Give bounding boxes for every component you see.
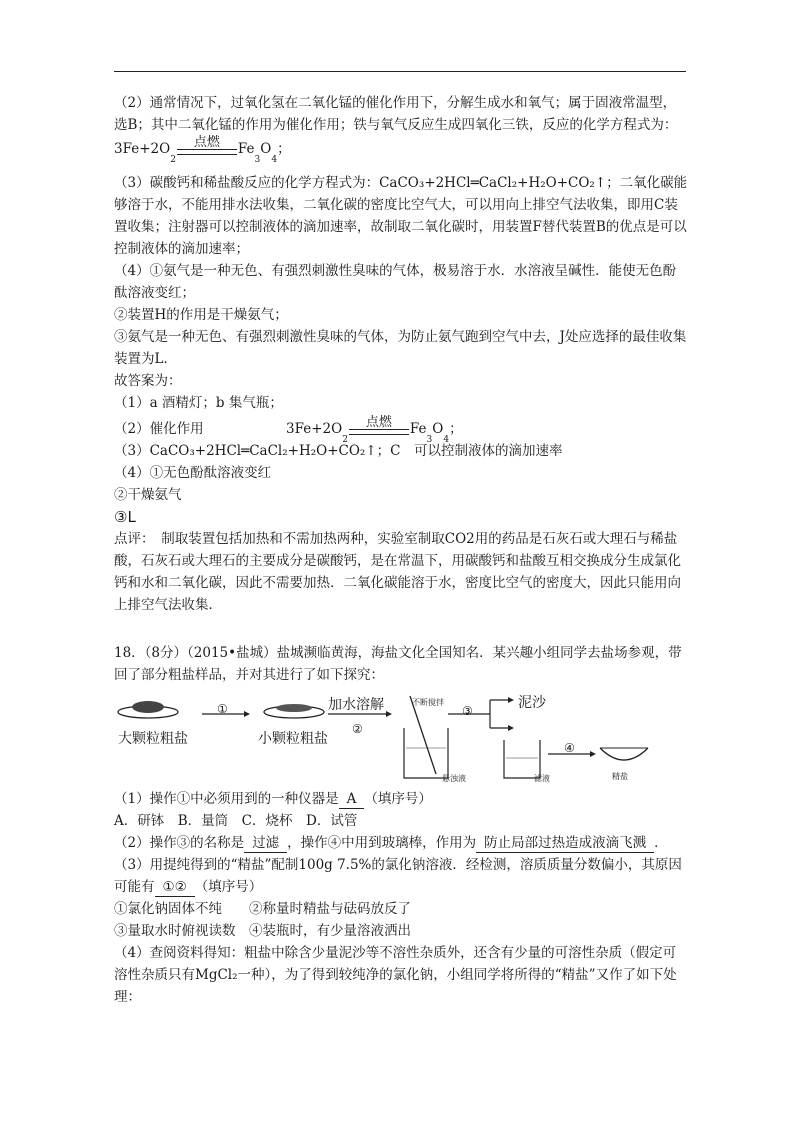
answer-6: ③L: [114, 508, 136, 526]
q18-sub2: （2）操作③的名称是 过滤 ，操作④中用到玻璃棒，作用为 防止局部过热造成液滴飞溅 ．: [114, 835, 668, 851]
part4-line1: （4）①氨气是一种无色、有强烈刺激性臭味的气体，极易溶于水．水溶液呈碱性．能使无色酚酞溶液变红；: [114, 263, 677, 301]
q18-sub1: （1）操作①中必须用到的一种仪器是 A （填序号）: [114, 791, 432, 807]
equation-1: 3Fe+2O 2 点燃 Fe 3 O 4 ；: [114, 135, 291, 165]
answer-5: ②干燥氨气: [114, 487, 182, 503]
label-stir: 不断搅拌: [412, 698, 444, 707]
flow-diagram-graphic: [114, 692, 688, 784]
reaction-condition-2: 点燃: [349, 416, 409, 440]
answer-blank-3: ①②: [155, 878, 195, 897]
q18-intro: 18．（8分）（2015•盐城）盐城濒临黄海，海盐文化全国知名．某兴趣小组同学去盐场参观，带回了部分粗盐样品，并对其进行了如下探究：: [114, 645, 682, 683]
part4-line2: ②装置H的作用是干燥氨气；: [114, 307, 288, 323]
answer-blank-2b: 防止局部过热造成液滴飞溅: [476, 834, 654, 853]
purification-flow-diagram: [114, 692, 688, 784]
q18-sub3: （3）用提纯得到的“精盐”配制100g 7.5%的氯化钠溶液．经检测，溶质质量分数偏小，其原因可能有 ①② （填序号）: [114, 857, 682, 895]
label-filtrate: 滤液: [534, 774, 550, 783]
part3-text: （3）碳酸钙和稀盐酸反应的化学方程式为：CaCO₃+2HCl═CaCl₂+H₂O+CO₂↑；二氧化碳能够溶于水，不能用排水法收集，二氧化碳的密度比空气大，可以用向上排空气法收集，即用C装置收集；注射器可以控制液体的滴加速率，故制取二氧化碳时，用装置F替代装置B的优点是可以控制液体的滴加速率；: [114, 175, 688, 257]
label-step-4: ④: [564, 741, 575, 755]
answer-blank-1: A: [339, 790, 365, 809]
comment-text: 点评： 制取装置包括加热和不需加热两种，实验室制取CO2用的药品是石灰石或大理石与稀盐酸，石灰石或大理石的主要成分是碳酸钙，是在常温下，用碳酸钙和盐酸互相交换成分生成氯化钙和水和二氧化碳，因此不需要加热．二氧化碳能溶于水，密度比空气的密度大，因此只能用向上排空气法收集．: [114, 531, 681, 613]
document-body: [114, 92, 688, 1008]
q18-sub4: （4）查阅资料得知：粗盐中除含少量泥沙等不溶性杂质外，还含有少量的可溶性杂质（假定可溶性杂质只有MgCl₂一种），为了得到较纯净的氯化钠，小组同学将所得的“精盐”又作了如下处理：: [114, 945, 677, 1005]
label-step-2: ②: [352, 722, 363, 736]
label-step-3: ③: [462, 704, 473, 718]
answer-blank-2a: 过滤: [244, 834, 287, 853]
q18-sub3-option-b: ③量取水时俯视读数 ④装瓶时，有少量溶液洒出: [114, 923, 411, 939]
label-step-1: ①: [217, 702, 228, 716]
label-small-salt: 小颗粒粗盐: [258, 731, 328, 747]
label-suspension: 悬浊液: [442, 774, 466, 783]
answer-heading: 故答案为：: [114, 373, 182, 389]
top-rule: [114, 71, 686, 72]
q18-sub1-options: A．研钵 B．量筒 C．烧杯 D．试管: [114, 813, 358, 829]
reaction-condition: 点燃: [177, 136, 237, 160]
label-dissolve: 加水溶解: [328, 697, 384, 713]
answer-3: （3）CaCO₃+2HCl═CaCl₂+H₂O+CO₂↑；C 可以控制液体的滴加速率: [114, 443, 563, 459]
q18-sub3-option-a: ①氯化钠固体不纯 ②称量时精盐与砝码放反了: [114, 901, 411, 917]
answer-1: （1）a 酒精灯；b 集气瓶；: [114, 395, 283, 411]
label-sediment: 泥沙: [518, 695, 546, 711]
label-large-salt: 大颗粒粗盐: [118, 731, 188, 747]
answer-4: （4）①无色酚酞溶液变红: [114, 465, 272, 481]
label-fine-salt: 精盐: [612, 772, 628, 781]
answer-2: （2）催化作用 3Fe+2O 2 点燃 Fe 3 O 4 ；: [114, 415, 463, 445]
part2-text: （2）通常情况下，过氧化氢在二氧化锰的催化作用下，分解生成水和氧气；属于固液常温型，选B；其中二氧化锰的作用为催化作用；铁与氧气反应生成四氧化三铁，反应的化学方程式为：: [114, 95, 678, 133]
part4-line3: ③氨气是一种无色、有强烈刺激性臭味的气体，为防止氨气跑到空气中去，J处应选择的最佳收集装置为L．: [114, 329, 687, 367]
